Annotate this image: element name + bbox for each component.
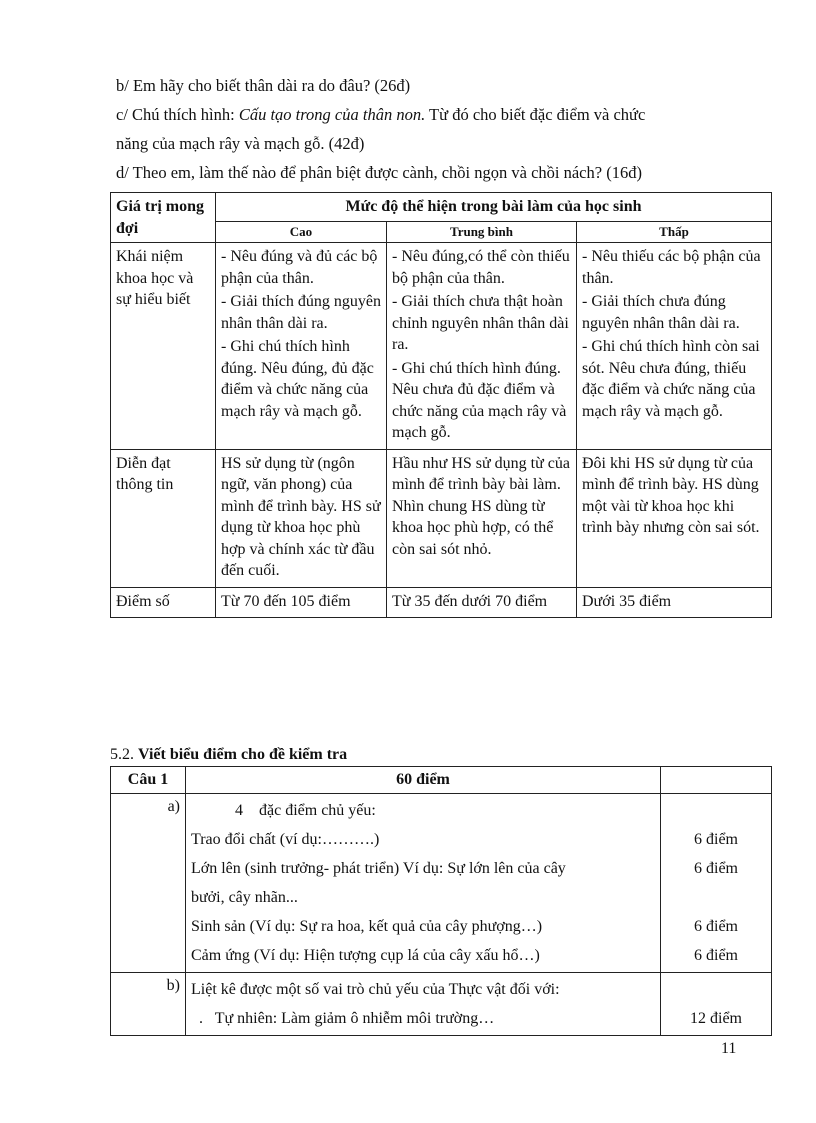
rubric-level-header: Mức độ thể hiện trong bài làm của học sinh [216, 193, 772, 222]
level-cao: Cao [216, 222, 387, 243]
cell-text: Từ 35 đến dưới 70 điểm [392, 592, 548, 610]
question-c-prefix: c/ Chú thích hình: [116, 105, 239, 124]
part-b-line: . Tự nhiên: Làm giảm ô nhiễm môi trường… [191, 1009, 495, 1027]
question-b: b/ Em hãy cho biết thân dài ra do đâu? (26đ) [116, 76, 411, 95]
points: 6 điểm [694, 859, 738, 877]
cell-text: - Ghi chú thích hình đúng. Nêu đúng, đủ đặc điểm và chức năng của mạch rây và mạch gỗ. [221, 338, 374, 420]
part-b-points [661, 972, 772, 1035]
part-a-line: Lớn lên (sinh trưởng- phát triển) Ví dụ: Sự lớn lên của cây [191, 859, 566, 877]
cell-text: Đôi khi HS sử dụng từ của mình để trình bày. HS dùng một vài từ khoa học khi trình bày nhưng còn sai sót. [582, 454, 760, 536]
cell-tb [387, 243, 577, 450]
points [666, 796, 766, 825]
cell-text: Dưới 35 điểm [582, 592, 672, 610]
part-a-line: 4 đặc điểm chủ yếu: [191, 801, 376, 819]
question-c-line2: năng của mạch rây và mạch gỗ. (42đ) [116, 134, 365, 153]
cell-text: Từ 70 đến 105 điểm [221, 592, 351, 610]
level-trung-binh: Trung bình [387, 222, 577, 243]
rubric-row [111, 587, 772, 618]
cell-text: - Nêu đúng và đủ các bộ phận của thân. [221, 248, 378, 287]
part-a-line: Sinh sản (Ví dụ: Sự ra hoa, kết quả của cây phượng…) [191, 917, 543, 935]
part-a-content [186, 793, 661, 972]
points: 6 điểm [694, 830, 738, 848]
question-c-italic: Cấu tạo trong của thân non. [238, 105, 426, 124]
row-label: Điểm số [111, 587, 216, 618]
cell-cao [216, 243, 387, 450]
cell-text: - Ghi chú thích hình còn sai sót. Nêu chưa đúng, thiếu đặc điểm và chức năng của mạch rây và mạch gỗ. [582, 338, 760, 420]
part-a-line: Cảm ứng (Ví dụ: Hiện tượng cụp lá của cây xấu hổ…) [191, 946, 540, 964]
cell-cao [216, 587, 387, 618]
row-label: Khái niệm khoa học và sự hiểu biết [111, 243, 216, 450]
cell-text: - Nêu thiếu các bộ phận của thân. [582, 248, 761, 287]
question-label: Câu 1 [111, 767, 186, 794]
section-title: Viết biểu điểm cho đề kiểm tra [138, 746, 348, 763]
part-a-label: a) [111, 793, 186, 972]
part-b-content [186, 972, 661, 1035]
question-c [116, 105, 645, 125]
question-d: d/ Theo em, làm thế nào để phân biệt được cành, chồi ngọn và chồi nách? (16đ) [116, 163, 642, 182]
cell-tb [387, 449, 577, 587]
cell-text: - Giải thích chưa đúng nguyên nhân thân dài ra. [582, 293, 740, 332]
points: 6 điểm [694, 946, 738, 964]
cell-thap [577, 449, 772, 587]
cell-thap [577, 587, 772, 618]
level-thap: Thấp [577, 222, 772, 243]
cell-tb [387, 587, 577, 618]
page-number: 11 [721, 1040, 737, 1057]
part-b-line: Liệt kê được một số vai trò chủ yếu của Thực vật đối với: [191, 980, 560, 998]
part-a-line: Trao đổi chất (ví dụ:……….) [191, 830, 380, 848]
cell-text: - Nêu đúng,có thể còn thiếu bộ phận của thân. [392, 248, 570, 287]
cell-text: Hầu như HS sử dụng từ của mình để trình bày bài làm. Nhìn chung HS dùng từ khoa học phù hợp, có thể còn sai sót nhỏ. [392, 454, 570, 558]
cell-cao [216, 449, 387, 587]
question-c-suffix: Từ đó cho biết đặc điểm và chức [425, 105, 646, 124]
rubric-table [110, 192, 772, 618]
rubric-row [111, 449, 772, 587]
points [666, 975, 766, 1004]
part-b-label: b) [111, 972, 186, 1035]
row-label: Diễn đạt thông tin [111, 449, 216, 587]
cell-text: - Ghi chú thích hình đúng. Nêu chưa đủ đặc điểm và chức năng của mạch rây và mạch gỗ. [392, 359, 567, 441]
scoring-table [110, 766, 772, 1036]
cell-text: - Giải thích đúng nguyên nhân thân dài ra. [221, 293, 381, 332]
points: 12 điểm [690, 1009, 742, 1027]
points-header [661, 767, 772, 794]
part-a-points [661, 793, 772, 972]
cell-thap [577, 243, 772, 450]
points: 6 điểm [694, 917, 738, 935]
section-heading [110, 746, 347, 764]
section-number: 5.2. [110, 746, 138, 763]
cell-text: HS sử dụng từ (ngôn ngữ, văn phong) của mình để trình bày. HS sử dụng từ khoa học phù hợp và chính xác từ đầu đến cuối. [221, 454, 381, 579]
question-points: 60 điểm [186, 767, 661, 794]
rubric-col-header: Giá trị mong đợi [111, 193, 216, 243]
cell-text: - Giải thích chưa thật hoàn chỉnh nguyên nhân thân dài ra. [392, 293, 569, 353]
points [666, 883, 766, 912]
rubric-row [111, 243, 772, 450]
part-a-line: bưởi, cây nhãn... [191, 888, 298, 906]
